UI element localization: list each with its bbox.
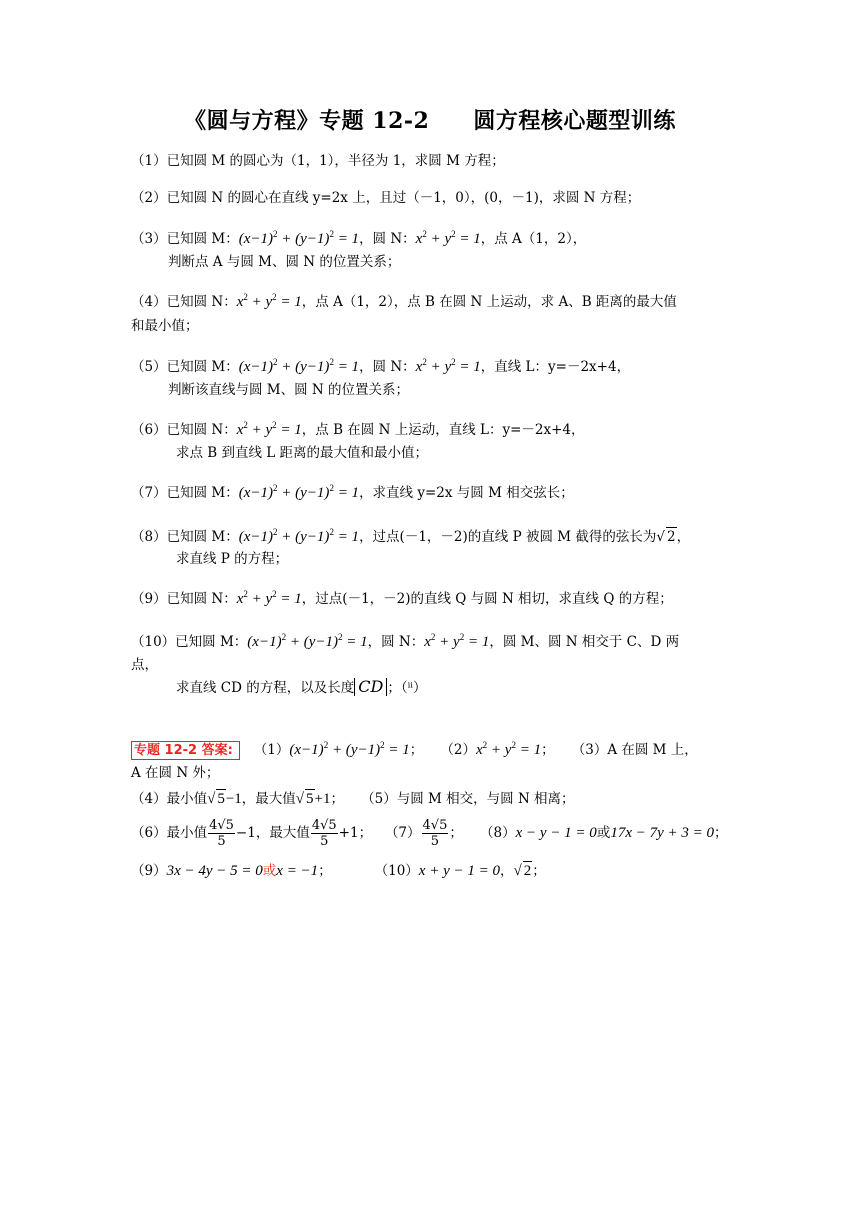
fraction-4root5-over-5: $\frac{4√5}{5}$	[311, 818, 337, 849]
circle-n-equation: $x^2 + y^2 = 1$	[236, 420, 302, 438]
problem-10-cont: 点，	[131, 657, 158, 673]
problem-10-cont2: 求直线 CD 的方程，以及长度 CD ；（ⁱⁱ）	[176, 677, 427, 696]
title-left: 《圆与方程》专题 12-2	[184, 108, 430, 134]
answers-label: 专题 12-2 答案:	[131, 741, 240, 760]
problem-5-cont: 判断该直线与圆 M、圆 N 的位置关系；	[168, 382, 410, 398]
circle-m-equation: $(x-1)^2 + (y-1)^2 = 1$	[238, 527, 360, 545]
answer-1-equation: $(x-1)^2 + (y-1)^2 = 1$	[289, 740, 410, 758]
problem-2: （2）已知圆 N 的圆心在直线 y=2x 上，且过（－1，0），(0，－1)，求圆 N 方程；	[131, 190, 641, 206]
page-title	[0, 104, 860, 135]
problem-10: （10）已知圆 M：$(x-1)^2 + (y-1)^2 = 1$，圆 N：$x^2 + y^2 = 1$，圆 M、圆 N 相交于 C、D 两	[131, 632, 680, 650]
answers-line-3: （4）最小值√ 5−1，最大值√ 5+1； （5）与圆 M 相交，与圆 N 相离；	[131, 791, 575, 807]
problem-8: （8）已知圆 M：$(x-1)^2 + (y-1)^2 = 1$，过点(－1，－2)的直线 P 被圆 M 截得的弦长为√ 2，	[131, 527, 691, 545]
answer-5: （5）与圆 M 相交，与圆 N 相离；	[361, 791, 575, 807]
problem-6: （6）已知圆 N：$x^2 + y^2 = 1$，点 B 在圆 N 上运动，直线 L：y=－2x+4，	[131, 420, 585, 438]
answer-2-equation: $x^2 + y^2 = 1$	[476, 740, 542, 758]
circle-m-equation: $(x-1)^2 + (y-1)^2 = 1$	[238, 483, 360, 501]
problem-4: （4）已知圆 N：$x^2 + y^2 = 1$，点 A（1，2），点 B 在圆 N 上运动，求 A、B 距离的最大值	[131, 292, 677, 310]
answer-3: （3）A 在圆 M 上，	[571, 742, 698, 758]
problem-9: （9）已知圆 N：$x^2 + y^2 = 1$，过点(－1，－2)的直线 Q 与圆 N 相切，求直线 Q 的方程；	[131, 589, 673, 607]
answer-9-or: 或	[262, 863, 277, 879]
problem-8-cont: 求直线 P 的方程；	[176, 551, 289, 567]
answers-line-4: （6）最小值 $\frac{4√5}{5}$ −1，最大值 $\frac{4√5}{5}$ +1； （7） $\frac{4√5}{5}$ ； （8）x − y − 1 = 0或17x − 7y + 3 = 0；	[131, 818, 728, 849]
circle-m-equation: $(x-1)^2 + (y-1)^2 = 1$	[238, 357, 360, 375]
circle-m-equation: $(x-1)^2 + (y-1)^2 = 1$	[238, 229, 360, 247]
answer-10-eq: x + y − 1 = 0	[418, 863, 500, 879]
circle-n-equation: $x^2 + y^2 = 1$	[424, 632, 490, 650]
circle-m-equation: $(x-1)^2 + (y-1)^2 = 1$	[247, 632, 368, 650]
circle-n-equation: $x^2 + y^2 = 1$	[415, 229, 481, 247]
answers-line-2: A 在圆 N 外；	[131, 765, 220, 781]
answer-9-eq2: x = −1	[276, 863, 319, 879]
length-cd: CD	[354, 678, 387, 696]
title-right: 圆方程核心题型训练	[473, 108, 676, 134]
answers-line-5: （9）3x − 4y − 5 = 0或x = −1； （10）x + y − 1 = 0，√ 2；	[131, 863, 546, 879]
answer-4-max: √ 5+1	[295, 791, 331, 807]
problem-6-cont: 求点 B 到直线 L 距离的最大值和最小值；	[176, 445, 429, 461]
problem-3: （3）已知圆 M：$(x-1)^2 + (y-1)^2 = 1$，圆 N：$x^2 + y^2 = 1$，点 A（1，2），	[131, 229, 587, 247]
answer-4-min: √ 5−1	[207, 791, 242, 807]
problem-4-cont: 和最小值；	[131, 318, 199, 334]
answer-8-eq2: 17x − 7y + 3 = 0	[610, 825, 714, 841]
answer-10-sqrt2: √ 2	[513, 863, 532, 879]
answer-9-eq1: 3x − 4y − 5 = 0	[166, 863, 263, 879]
circle-n-equation: $x^2 + y^2 = 1$	[236, 292, 302, 310]
answers-line-1: 专题 12-2 答案: $(1)(x-1)^2 + (y-1)^2 = 1$； $(2)x^2 + y^2 = 1$； （3）A 在圆 M 上，	[131, 741, 698, 760]
problem-1: （1）已知圆 M 的圆心为（1，1），半径为 1，求圆 M 方程；	[131, 153, 505, 169]
problem-3-cont: 判断点 A 与圆 M、圆 N 的位置关系；	[168, 254, 401, 270]
problem-5: （5）已知圆 M：$(x-1)^2 + (y-1)^2 = 1$，圆 N：$x^2 + y^2 = 1$，直线 L：y=－2x+4，	[131, 357, 631, 375]
sqrt-2: √ 2	[656, 529, 676, 545]
problem-7: （7）已知圆 M：$(x-1)^2 + (y-1)^2 = 1$，求直线 y=2x 与圆 M 相交弦长；	[131, 483, 574, 501]
fraction-4root5-over-5: $\frac{4√5}{5}$	[422, 818, 448, 849]
circle-n-equation: $x^2 + y^2 = 1$	[415, 357, 481, 375]
answer-8-eq1: x − y − 1 = 0	[515, 825, 597, 841]
circle-n-equation: $x^2 + y^2 = 1$	[236, 589, 302, 607]
fraction-4root5-over-5: $\frac{4√5}{5}$	[209, 818, 234, 849]
